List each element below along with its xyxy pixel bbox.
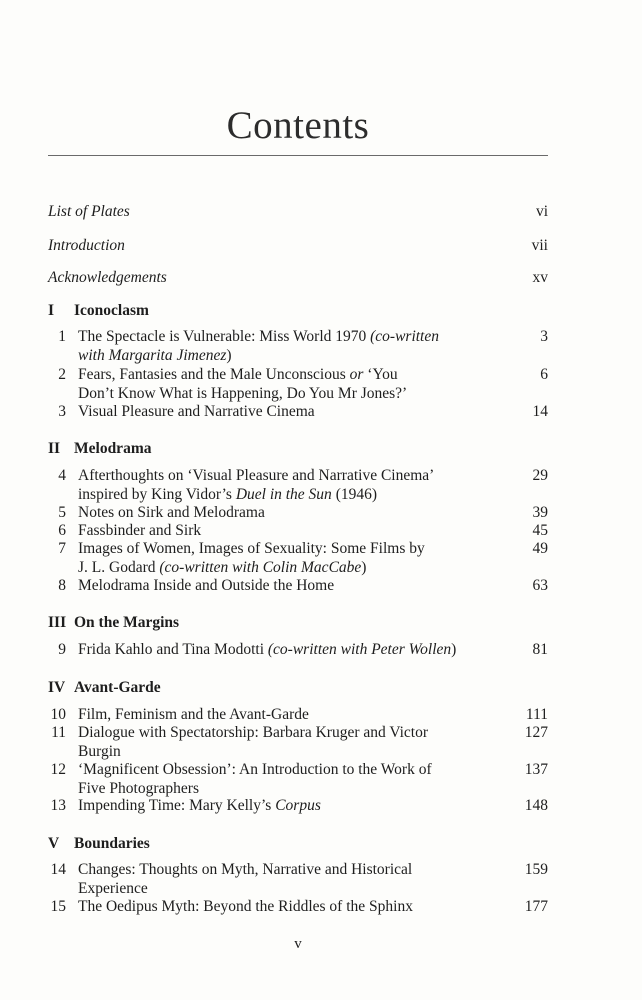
chapter-page: 63 — [532, 577, 548, 594]
chapter-entry — [48, 366, 548, 403]
chapter-entry — [48, 328, 548, 365]
chapter-page: 45 — [532, 522, 548, 539]
chapter-title: Notes on Sirk and Melodrama — [78, 504, 265, 521]
chapter-number: 5 — [58, 504, 66, 521]
chapter-page: 137 — [524, 761, 548, 778]
chapter-title: Afterthoughts on ‘Visual Pleasure and Narrative Cinema’ inspired by King Vidor’s Duel in the Sun (1946) — [78, 467, 435, 503]
chapter-number: 9 — [58, 641, 66, 658]
chapter-number: 8 — [58, 577, 66, 594]
part-heading — [48, 300, 548, 322]
chapter-page: 49 — [532, 540, 548, 557]
chapter-title: Frida Kahlo and Tina Modotti (co-written with Peter Wollen) — [78, 641, 457, 658]
chapter-entry — [48, 522, 548, 541]
entry-page: xv — [532, 269, 548, 286]
chapter-title: Film, Feminism and the Avant-Garde — [78, 706, 309, 723]
part-numeral: III — [48, 614, 67, 631]
part-numeral: II — [48, 440, 61, 457]
chapter-number: 15 — [50, 898, 66, 915]
chapter-entry — [48, 797, 548, 816]
part-title: Boundaries — [74, 835, 150, 852]
entry-title: Acknowledgements — [48, 269, 167, 286]
front-matter-entry — [48, 235, 548, 257]
chapter-number: 7 — [58, 540, 66, 557]
chapter-entry — [48, 540, 548, 577]
chapter-number: 10 — [50, 706, 66, 723]
part-numeral: V — [48, 835, 60, 852]
part-heading — [48, 612, 548, 634]
part-title: Avant-Garde — [74, 679, 161, 696]
part-numeral: IV — [48, 679, 66, 696]
part-numeral: I — [48, 302, 55, 319]
chapter-number: 14 — [50, 861, 66, 878]
chapter-title: Dialogue with Spectatorship: Barbara Kruger and Victor Burgin — [78, 724, 429, 760]
chapter-page: 111 — [525, 706, 548, 723]
chapter-title: Melodrama Inside and Outside the Home — [78, 577, 335, 594]
part-heading — [48, 833, 548, 855]
chapter-entry — [48, 761, 548, 798]
chapter-title: Changes: Thoughts on Myth, Narrative and Historical Experience — [78, 861, 413, 897]
title-rule — [48, 155, 548, 156]
chapter-page: 127 — [524, 724, 548, 741]
chapter-page: 29 — [532, 467, 548, 484]
chapter-number: 12 — [50, 761, 66, 778]
chapter-number: 11 — [51, 724, 66, 741]
chapter-number: 4 — [58, 467, 66, 484]
front-matter-entry — [48, 267, 548, 289]
chapter-page: 148 — [524, 797, 548, 814]
front-matter-entry — [48, 201, 548, 223]
entry-page: vii — [531, 237, 548, 254]
chapter-title: Impending Time: Mary Kelly’s Corpus — [78, 797, 321, 814]
chapter-title: The Spectacle is Vulnerable: Miss World 1970 (co-written with Margarita Jimenez) — [78, 328, 439, 364]
chapter-number: 2 — [58, 366, 66, 383]
part-heading — [48, 677, 548, 699]
part-title: Melodrama — [74, 440, 152, 457]
part-title: On the Margins — [74, 614, 180, 631]
chapter-number: 1 — [58, 328, 66, 345]
chapter-title: Fears, Fantasies and the Male Unconscious or ‘You Don’t Know What is Happening, Do You Mr Jones?’ — [78, 366, 408, 402]
chapter-page: 81 — [532, 641, 548, 658]
chapter-page: 6 — [540, 366, 548, 383]
part-title: Iconoclasm — [74, 302, 149, 319]
chapter-entry — [48, 898, 548, 917]
chapter-page: 39 — [532, 504, 548, 521]
chapter-entry — [48, 467, 548, 504]
chapter-page: 3 — [540, 328, 548, 345]
chapter-number: 6 — [58, 522, 66, 539]
page-folio: v — [294, 936, 302, 952]
part-heading — [48, 438, 548, 460]
chapter-page: 159 — [524, 861, 548, 878]
page-title: Contents — [226, 104, 370, 147]
chapter-entry — [48, 861, 548, 898]
chapter-page: 177 — [524, 898, 548, 915]
chapter-entry — [48, 577, 548, 596]
chapter-entry — [48, 724, 548, 761]
chapter-title: Visual Pleasure and Narrative Cinema — [78, 403, 315, 420]
chapter-entry — [48, 706, 548, 725]
chapter-entry — [48, 504, 548, 523]
chapter-number: 3 — [58, 403, 66, 420]
chapter-title: The Oedipus Myth: Beyond the Riddles of the Sphinx — [78, 898, 413, 915]
entry-title: List of Plates — [48, 203, 130, 220]
entry-page: vi — [535, 203, 548, 220]
chapter-title: Images of Women, Images of Sexuality: Some Films by J. L. Godard (co-written with Colin MacCabe) — [78, 540, 425, 576]
chapter-number: 13 — [50, 797, 66, 814]
chapter-entry — [48, 641, 548, 660]
entry-title: Introduction — [48, 237, 125, 254]
chapter-page: 14 — [532, 403, 548, 420]
chapter-title: Fassbinder and Sirk — [78, 522, 202, 539]
chapter-entry — [48, 403, 548, 422]
chapter-title: ‘Magnificent Obsession’: An Introduction to the Work of Five Photographers — [78, 761, 432, 797]
